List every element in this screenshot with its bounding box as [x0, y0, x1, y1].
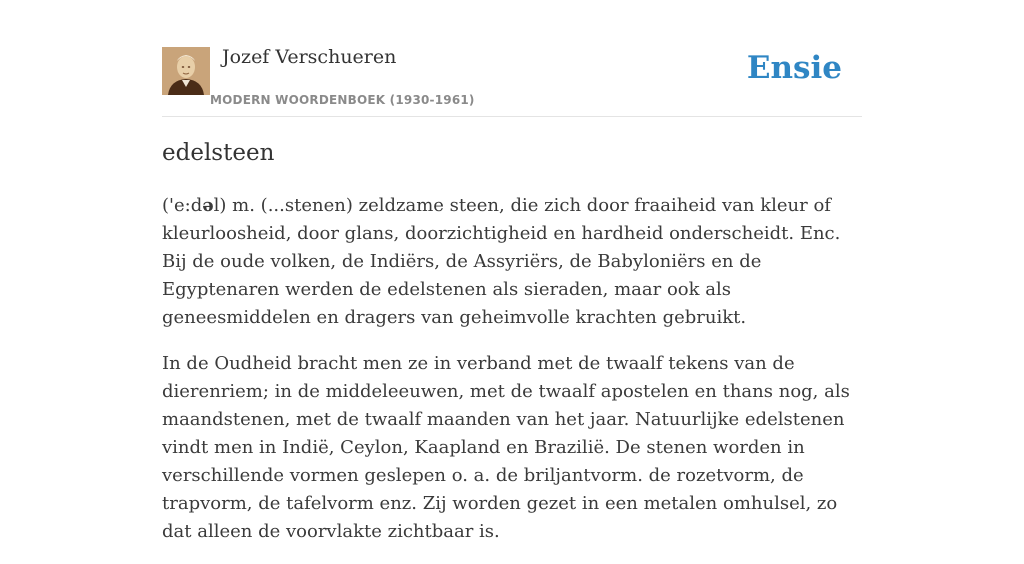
entry-title: edelsteen [162, 140, 275, 166]
author-header [162, 0, 862, 117]
pronunciation-open: ('e:d [162, 195, 203, 216]
author-portrait-icon [162, 47, 210, 95]
definition-paragraph-1 [162, 192, 862, 332]
source-name[interactable]: MODERN WOORDENBOEK (1930-1961) [210, 93, 475, 107]
ensie-logo[interactable]: Ensie [746, 50, 842, 86]
author-name[interactable]: Jozef Verschueren [222, 46, 397, 68]
pronunciation-schwa: ə [202, 195, 214, 216]
content-container [162, 0, 862, 542]
definition-paragraph-2: In de Oudheid bracht men ze in verband met de twaalf tekens van de dierenriem; in de middeleeuwen, met de twaalf apostelen en thans nog, als maandstenen, met de twaalf maanden van het jaar. Natuurlijke edelstenen vindt men in Indië, Ceylon, Kaapland en Brazilië. De stenen worden in verschillende vormen geslepen o. a. de briljantvorm. de rozetvorm, de trapvorm, de tafelvorm enz. Zij worden gezet in een metalen omhulsel, zo dat alleen de voorvlakte zichtbaar is. [162, 353, 850, 542]
pronunciation-close: l) [213, 195, 227, 216]
definition-body [162, 192, 862, 564]
author-avatar[interactable] [162, 47, 210, 95]
definition-text-1: m. (...stenen) zeldzame steen, die zich door fraaiheid van kleur of kleurloosheid, door glans, doorzichtigheid en hardheid onderscheidt. Enc. Bij de oude volken, de Indiërs, de Assyriërs, de Babyloniërs en de Egyptenaren werden de edelstenen als sieraden, maar ook als geneesmiddelen en dragers van geheimvolle krachten gebruikt. [162, 195, 841, 328]
